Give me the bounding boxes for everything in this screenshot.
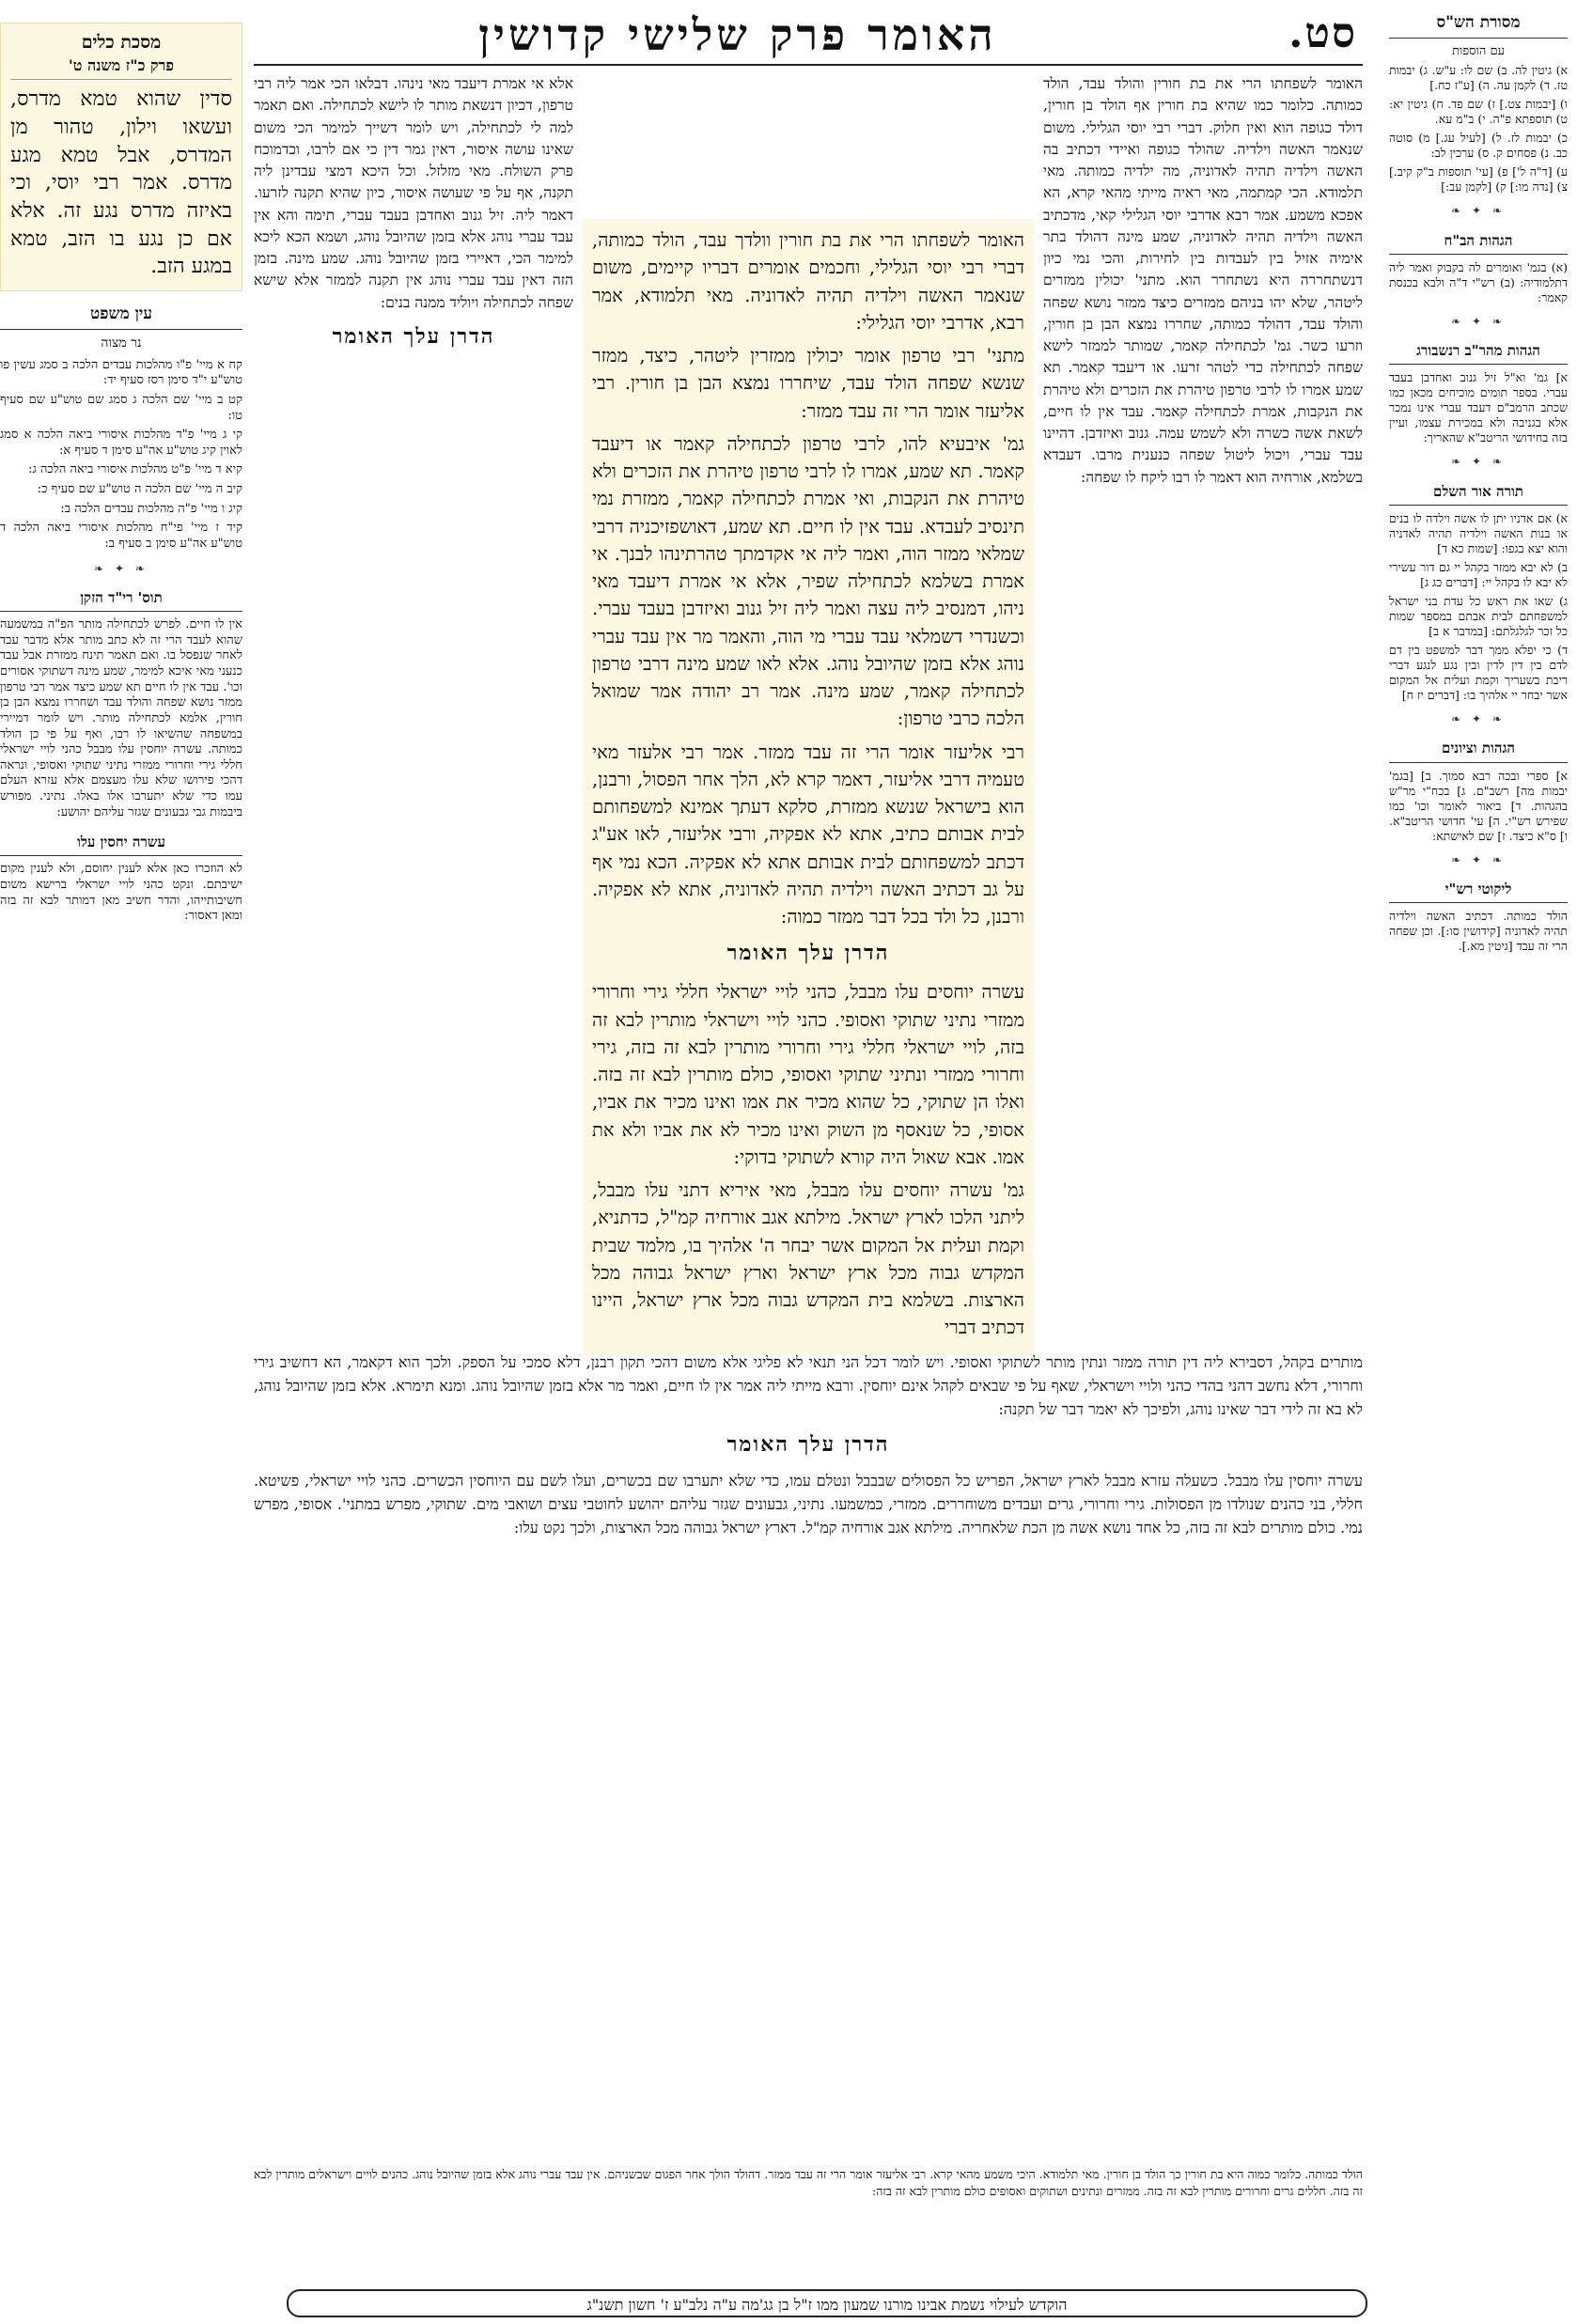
gemara-paragraph: האומר לשפחתו הרי את בת חורין וולדך עבד, הולד כמותה, דברי רבי יוסי הגלילי, וחכמים אומרים דבריו קיימים, משום שנאמר האשה וילדיה תהיה לאדוניה. מאי תלמודא, אמר רבא, אדרבי יוסי הגלילי: bbox=[592, 229, 1024, 334]
daf-number: סט. bbox=[1288, 9, 1357, 57]
rashi-commentary bbox=[1043, 73, 1363, 489]
ein-mishpat-subtitle: נר מצוה bbox=[101, 335, 142, 351]
dedication-banner: הוקדש לעילוי נשמת אבינו מורנו שמעון ממו ז"ל בן גג'מה ע"ה נלב"ע ז' חשון תשנ"ג bbox=[287, 2289, 1367, 2317]
masoret-title: מסורת הש"ס bbox=[1389, 13, 1568, 39]
tosafot-commentary bbox=[254, 73, 573, 362]
mishna-keilim-box bbox=[0, 23, 242, 291]
torah-or-verse: א) אם אדניו יתן לו אשה וילדה לו בנים או בנות האשה וילדיה תהיה לאדניה והוא יצא בגפו: [שמות כא ד] bbox=[1389, 511, 1568, 556]
divider-ornament: ❧ ✦ ❧ bbox=[1451, 455, 1506, 469]
torah-or-title: תורה אור השלם bbox=[1389, 483, 1568, 506]
ein-mishpat-item: קיב ה מיי' שם הלכה ה טוש"ע שם סעיף כ: bbox=[37, 482, 242, 497]
torah-or-verse: ב) לא יבא ממזר בקהל יי גם דור עשירי לא יבא לו בקהל יי: [דברים כג ג] bbox=[1389, 560, 1568, 590]
tos-rid-text: אין לו חיים. לפרש לכתחילה מותר הפ"ה במשמעה שהוא לעבד הרי זה לא כתב מותר אלא מדבר עבד לאחר שנפסל בו. ואם תאמר תינח ממזרת אבל עבד כנעני מאי איכא למימר, שמע מינה דשתוקי אסורים וכו'. עבד אין לו חיים תא שמע כיצד אמר רבי טרפון ממזר נושא שפחה והולד עבד ושחררו נמצא הבן בן חורין, אלמא לכתחילה מותר. ויש לומר דמיירי במשפחה שהשיאו לו רבו, ואף על פי כן הולד כמותה. עשרה יוחסין עלו מבבל כהני לויי ישראלי חללי גירי וחרורי ממזרי נתיני שתוקי ואסופי, ונראה דהכי פירושו שלא עלו מעצמם אלא עזרא העלם עמו כדי שלא יתערבו אלו באלו. נתיני. מפורש ביבמות גבי גבעונים שגזר עליהם יהושע: bbox=[0, 617, 242, 819]
ein-mishpat-item: קי ג מיי' פ"ד מהלכות איסורי ביאה הלכה א סמג לאוין קיג טוש"ע אה"ע סימן ד סעיף א: bbox=[0, 428, 242, 458]
ein-mishpat-item: קיג ו מיי' פ"ה מהלכות עבדים הלכה ב: bbox=[60, 501, 242, 516]
likutei-rashi-title: ליקוטי רש"י bbox=[1389, 881, 1568, 903]
gemara-paragraph: מתני' רבי טרפון אומר יכולין ממזרין ליטהר, כיצד, ממזר שנשא שפחה הולד עבד, שיחררו נמצא הבן בן חורין. רבי אליעזר אומר הרי זה עבד ממזר: bbox=[592, 345, 1024, 422]
gemara-paragraph: גמ' עשרה יוחסים עלו מבבל, מאי איריא דתני עלו מבבל, ליתני הלכו לארץ ישראל. מילתא אגב אורחיה קמ"ל, כדתניא, וקמת ועלית אל המקום אשר יבחר ה' אלהיך בו, מלמד שבית המקדש גבוה מכל ארץ ישראל וארץ ישראל גבוהה מכל הארצות. בשלמא בית המקדש גבוה מכל ארץ ישראל, היינו דכתיב דברי bbox=[592, 1179, 1024, 1339]
ein-mishpat-item: קח א מיי' פ"ו מהלכות עבדים הלכה ב סמג עשין פו טוש"ע י"ד סימן רסז סעיף יד: bbox=[0, 357, 242, 388]
gemara-paragraph: עשרה יוחסים עלו מבבל, כהני לויי ישראלי חללי גירי וחרורי ממזרי נתיני שתוקי ואסופי. כהני לויי וישראלי מותרין לבא זה בזה, לויי ישראלי חללי גירי וחרורי מותרין לבא זה בזה, גירי וחרורי ממזרי ונתיני שתוקי ואסופי, כולם מותרין לבא זה בזה. ואלו הן שתוקי, כל שהוא מכיר את אמו ואינו מכיר את אביו, אסופי, כל שנאסף מן השוק ואינו מכיר לא את אביו ולא את אמו. אבא שאול היה קורא לשתוקי בדוקי: bbox=[592, 981, 1024, 1168]
divider-ornament: ❧ ✦ ❧ bbox=[94, 561, 148, 575]
masoret-line: ו) [יבמות צט.] ז) שם פד. ח) גיטין יא: ט) תוספתא פ"ה. י) ב"מ עא. bbox=[1389, 97, 1568, 127]
yachasin-title: עשרה יחסין עלו bbox=[0, 834, 242, 856]
divider-ornament: ❧ ✦ ❧ bbox=[1451, 852, 1506, 866]
gemara-paragraph: גמ' איבעיא להו, לרבי טרפון לכתחילה קאמר או דיעבד קאמר. תא שמע, אמרו לו לרבי טרפון טיהרת את הזכרים ולא טיהרת את הנקבות, ואי אמרת לכתחילה קאמר, ממזרת נמי תינסיב לעבדא. עבד אין לו חיים. תא שמע, דאושפזיכניה דרבי שמלאי ממזר הוה, ואמר ליה אי אקדמתך טהרתינהו לבנך. אי אמרת בשלמא לכתחילה שפיר, אלא אי אמרת דיעבד מאי ניהו, דמנסיב ליה עצה ואמר ליה זיל גנוב ואיזדבן בעבד עברי. וכשנדרי דשמלאי עבד עברי מי הוה, והאמר מר אין עבד עברי נוהג אלא בזמן שהיובל נוהג. אלא לאו שמע מינה דרבי טרפון לכתחילה קאמר, שמע מינה. אמר רב יהודה אמר שמואל הלכה כרבי טרפון: bbox=[592, 432, 1024, 730]
rashi-lower-text: עשרה יוחסין עלו מבבל. כשעלה עזרא מבבל לארץ ישראל, הפריש כל הפסולים שבבבל ונטלם עמו, כדי שלא יתערבו שם בכשרים, ועלו לשם עם היוחסין הכשרים. כהני לויי ישראלי, פשיטא. חללי, בני כהנים שנולדו מן הפסולות. גירי וחרורי, גרים ועבדים משוחררים. ממזרי, כמשמעו. נתיני, גבעונים שגזר עליהם יהושע לחוטבי עצים ושואבי מים. שתוקי, מפרש במתני'. אסופי, מפרש נמי. כולם מותרים לבא זה בזה, כל אחד נושא אשה מן הכת שלאחריה. מילתא אגב אורחיה קמ"ל. דארץ ישראל גבוהה מכל הארצות, ולכך נקט עלו: bbox=[254, 1472, 1363, 1537]
masoret-subtitle: עם הוספות bbox=[1452, 43, 1505, 58]
gemara-text bbox=[583, 219, 1034, 1355]
lower-commentary-block bbox=[254, 1351, 1363, 1540]
tos-rid-title: תוס' רי"ד הזקן bbox=[0, 589, 242, 612]
ein-mishpat-item: קיא ד מיי' פ"ט מהלכות איסורי ביאה הלכה ג: bbox=[28, 462, 242, 477]
divider-ornament: ❧ ✦ ❧ bbox=[1451, 204, 1506, 218]
torah-or-verse: ג) שאו את ראש כל עדת בני ישראל למשפחתם לבית אבתם במספר שמות כל זכר לגלגלתם: [במדבר א ב] bbox=[1389, 594, 1568, 639]
haghot-bach-title: הגהות הב"ח bbox=[1389, 232, 1568, 255]
main-text-block bbox=[254, 73, 1363, 2284]
ein-mishpat-title: עין משפט bbox=[0, 304, 242, 330]
likutei-rashi-text: הולד כמותה. דכתיב האשה וילדיה תהיה לאדוניה [קידושין סו:]. וכן שפחה הרי זה עבד [גיטין מא.]. bbox=[1389, 909, 1568, 954]
ein-mishpat-item: קט ב מיי' שם הלכה ג סמג שם טוש"ע שם סעיף טו: bbox=[0, 392, 242, 423]
page-header bbox=[254, 8, 1363, 66]
right-margin-column bbox=[1389, 13, 1568, 958]
mishna-box-text: סדין שהוא טמא מדרס, ועשאו וילון, טהור מן המדרס, אבל טמא מגע מדרס. אמר רבי יוסי, וכי באיזה מדרס נגע זה. אלא אם כן נגע בו הזב, טמא במגע הזב. bbox=[10, 87, 232, 279]
gemara-hadran: הדרן עלך האומר bbox=[726, 941, 890, 966]
gemara-paragraph: רבי אליעזר אומר הרי זה עבד ממזר. אמר רבי אלעזר מאי טעמיה דרבי אליעזר, דאמר קרא לא, הלך אחר הפסול, ורבנן, הוא בישראל שנשא ממזרת, סלקא דעתך אמינא למשפחותם לבית אבותם כתיב, אתא לא אפקיה, ורבי אליעזר, לאו אע"ג דכתב למשפחותם לבית אבותם אתא לא אפקיה. הכא נמי אף על גב דכתיב האשה וילדיה תהיה לאדוניה, אתא לא אפקיה. ורבנן, כל ולד בכל דבר ממזר כמוה: bbox=[592, 741, 1024, 928]
haghot-tziyunim-title: הגהות וציונים bbox=[1389, 740, 1568, 762]
divider-ornament: ❧ ✦ ❧ bbox=[1451, 712, 1506, 726]
yachasin-text: לא הוזכרו כאן אלא לענין יחוסם, ולא לענין מקום ישיבתם. ונקט כהני לויי ישראלי ברישא משום חשיבותייהו, והדר חשיב מאן דמותר לבא זה בזה ומאן דאסור: bbox=[0, 862, 242, 924]
tosafot-continuation: מותרים בקהל, דסבירא ליה דין תורה ממזר ונתין מותר לשתוקי ואסופי. ויש לומר דכל הני תנאי לא פליגי אלא משום דהכי תקון רבנן, דלא סמכי על הספק. ולכך הוא דקאמר, הא דחשיב גירי וחרורי, דלא נחשב דהני בהדי כהני ולויי וישראלי, שאף על פי שבאים לקהל אינם יוחסין. ורבא מייתי ליה אמר אין לו חיים, ואמר מר אלא בזמן שהיובל נוהג. ומנא תימרא. אלא בזמן שהיובל נוהג, לא בא זה לידי דבר שאינו נוהג, ולפיכך לא יאמר דבר של תקנה: bbox=[254, 1353, 1363, 1418]
haghot-bach-text: (א) בגמ' ואומרים לה בקבוק ואמר ליה דתלמודיה: (ב) רש"י ד"ה ולבא בכנסת קאמר: bbox=[1389, 259, 1568, 304]
divider-ornament: ❧ ✦ ❧ bbox=[1451, 314, 1506, 328]
rashi-text: האומר לשפחתו הרי את בת חורין והולד עבד, הולד כמותה. כלומר כמו שהיא בת חורין אף הולד בן חורין, דולד כגופה הוא ואין חלוק. דברי רבי יוסי הגלילי. משום שנאמר האשה וילדיה. שהולד כגופה ואיידי דכתיב בה האשה וילדיה תהיה לאדוניה, מה ילדיה כמותה. מאי תלמודא. הכי קמתמה, מאי ראיה מייתי מהאי קרא, הא אפכא משמע. אמר רבא אדרבי יוסי הגלילי קאי, מדכתיב האשה וילדיה תהיה לאדוניה, שמע מינה דהולד בתר אימיה אזיל בין לעבדות בין לחירות, והכי נמי כיון דנשתחררה היא נשתחרר הוא. מתני' יכולין ממזרים ליטהר, שלא יהו בניהם ממזרים כיצד ממזר נושא שפחה והולד עבד, דהולד כמותה, שחררו נמצא הבן בן חורין, וזרעו כשר. גמ' לכתחילה קאמר, שמותר לממזר לישא שפחה לכתחילה כדי לטהר זרעו. או דיעבד קאמר. תא שמע אמרו לו לרבי טרפון טיהרת את הזכרים ולא טיהרת את הנקבות, אמרת לכתחילה קאמר. עבד אין לו חיים, לשאת אשה כשרה ולא לשמש עמה. גנוב ואיזדבן. דהיינו עבד עברי, ויכול ליטול שפחה כנענית מרבו. דעבדא בשלמא, אורחיה הוא דאמר לו רבו ליקח לו שפחה: bbox=[1043, 75, 1363, 486]
left-margin-column bbox=[0, 23, 242, 928]
tosafot-hadran: הדרן עלך האומר bbox=[332, 323, 495, 349]
ein-mishpat-item: קיד ז מיי' פי"ח מהלכות איסורי ביאה הלכה ד טוש"ע אה"ע סימן ב סעיף ב: bbox=[0, 521, 242, 551]
masoret-line: א) גיטין לה. ב) שם לו: ע"ש. ג) יבמות טז. ד) לקמן עה. ה) [ע"ז כח.] bbox=[1389, 63, 1568, 93]
rashi-hadran: הדרן עלך האומר bbox=[726, 1432, 890, 1458]
ein-mishpat-list bbox=[0, 358, 242, 553]
haghot-tziyunim-text: א] ספרי ובכה רבא סמוך. ב] [בגמ' יבמות מה] רשב"ם. ג] בכח"י מר"ש בהגהות. ד] ביאור לאומר וכו' כמו שפירש רש"י. ה] עי' חדושי הריטב"א. ו] ס"א כיצד. ז] שם לאישתא: bbox=[1389, 768, 1568, 843]
footnote-strip: הולד כמותה. כלומר כמוה היא בת חורין כך הולד בן חורין. מאי תלמודא. היכי משמע מהאי קרא. רבי אליעזר אומר הרי זה עבד ממזר. דהולד הולך אחר הפגום שבשניהם. אין עבד עברי נוהג אלא בזמן שהיובל נוהג. כהנים לויים וישראלים מותרין לבא זה בזה. חללים גרים וחרורים מותרין לבא זה בזה. ממזרים ונתינים ושתוקים ואסופים כולם מותרין לבא זה בזה: bbox=[254, 2167, 1363, 2198]
tosafot-text: אלא אי אמרת דיעבד מאי נינהו. דבלאו הכי אמר ליה רבי טרפון, דכיון דנשאת מותר לו לישא לכתחילה. ואם תאמר למה לי לכתחילה, ויש לומר דשייך למימר הכי משום שאינו עושה איסור, דאין גמר דין כי אם לרבו, וכדמוכח פרק השולח. מאי מזלזל. וכל היכא דמצי עבדינן ליה תקנה, אף על פי שעושה איסור, כיון שהיא תקנה לזרעו. דאמר ליה. זיל גנוב ואחדבן בעבד עברי, תימה והא אין עבד עברי נוהג אלא בזמן שהיובל נוהג, ושמא הכא ליכא למימר הכי, דאיירי בזמן שהיובל נוהג. שמע מינה. בזמן הזה דאין עבד עברי נוהג אין תקנה לממזר אלא שישא שפחה לכתחילה ויוליד ממנה בנים: bbox=[254, 75, 573, 311]
masoret-line: ע) [ד"ה ל'] פ) [עי' תוספות ב"ק קיב.] צ) [נדה מו:] ק) [לקמן עב:] bbox=[1389, 164, 1568, 195]
mishna-box-subtitle: פרק כ"ז משנה ט' bbox=[10, 55, 232, 81]
maharshal-title: הגהות מהר"ב רנשבורג bbox=[1389, 342, 1568, 365]
masoret-line: כ) יבמות לז. ל) [לעיל עג.] מ) סוטה כב. נ) פסחים ק. ס) ערכין לב: bbox=[1389, 131, 1568, 161]
maharshal-text: א] גמ' וא"ל זיל גנוב ואחדבן בעבד עברי. בספר תומים מוכיחים מכאן כמו שכתב הרמב"ם דעבד עברי אינו נמכר אלא בגניבה ולא במכירת עצמו, ועיין בזה בחידושי הריטב"א שהאריך: bbox=[1389, 370, 1568, 445]
page-title: האומר פרק שלישי קדושין bbox=[478, 9, 997, 60]
mishna-box-title: מסכת כלים bbox=[81, 32, 162, 53]
torah-or-verse: ד) כי יפלא ממך דבר למשפט בין דם לדם בין דין לדין ובין נגע לנגע דברי ריבת בשעריך וקמת ועלית אל המקום אשר יבחר יי אלהיך בו: [דברים יז ח] bbox=[1389, 643, 1568, 703]
